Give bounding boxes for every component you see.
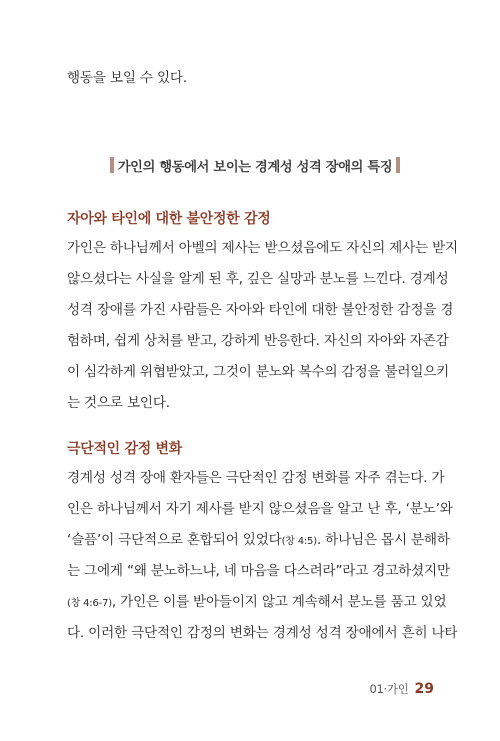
paragraph-text: ‘슬픔’이 극단적으로 혼합되어 있었다 bbox=[67, 532, 282, 548]
section-heading-2: 극단적인 감정 변화 bbox=[67, 441, 182, 457]
page-number: 29 bbox=[414, 681, 434, 697]
scripture-reference: (창 4:6-7) bbox=[67, 598, 112, 609]
paragraph-text: , 가인은 이를 받아들이지 않고 계속해서 분노를 품고 있었 bbox=[111, 594, 447, 610]
chapter-label: 01·가인 bbox=[369, 682, 409, 696]
opening-line: 행동을 보일 수 있다. bbox=[67, 70, 187, 86]
paragraph-line: 가인은 하나님께서 아벨의 제사는 받으셨음에도 자신의 제사는 받지 bbox=[67, 240, 458, 256]
paragraph-line bbox=[67, 530, 450, 550]
paragraph-line: 않으셨다는 사실을 알게 된 후, 깊은 실망과 분노를 느낀다. 경계성 bbox=[67, 271, 449, 287]
section-title: 가인의 행동에서 보이는 경계성 성격 장애의 특징 bbox=[117, 159, 393, 175]
title-bar-left-mark bbox=[110, 157, 114, 173]
paragraph-line bbox=[67, 592, 447, 612]
title-bar-right-mark bbox=[396, 157, 400, 173]
paragraph-line: 인은 하나님께서 자기 제사를 받지 않으셨음을 알고 난 후, ‘분노’와 bbox=[67, 501, 453, 517]
paragraph-line: 성격 장애를 가진 사람들은 자아와 타인에 대한 불안정한 감정을 경 bbox=[67, 302, 454, 318]
section-title-bar bbox=[110, 154, 400, 176]
paragraph-line: 험하며, 쉽게 상처를 받고, 강하게 반응한다. 자신의 자아와 자존감 bbox=[67, 333, 449, 349]
scripture-reference: (창 4:5) bbox=[281, 536, 317, 547]
section-heading-1: 자아와 타인에 대한 불안정한 감정 bbox=[67, 211, 271, 227]
paragraph-line: 는 것으로 보인다. bbox=[67, 395, 170, 411]
paragraph-line: 는 그에게 “왜 분노하느냐, 네 마음을 다스려라”라고 경고하셨지만 bbox=[67, 563, 450, 579]
page-footer bbox=[370, 681, 435, 697]
paragraph-text: . 하나님은 몹시 분해하 bbox=[316, 532, 450, 548]
paragraph-line: 다. 이러한 극단적인 감정의 변화는 경계성 성격 장애에서 흔히 나타 bbox=[67, 625, 458, 641]
paragraph-line: 이 심각하게 위협받았고, 그것이 분노와 복수의 감정을 불러일으키 bbox=[67, 364, 450, 380]
paragraph-line: 경계성 성격 장애 환자들은 극단적인 감정 변화를 자주 겪는다. 가 bbox=[67, 470, 445, 486]
